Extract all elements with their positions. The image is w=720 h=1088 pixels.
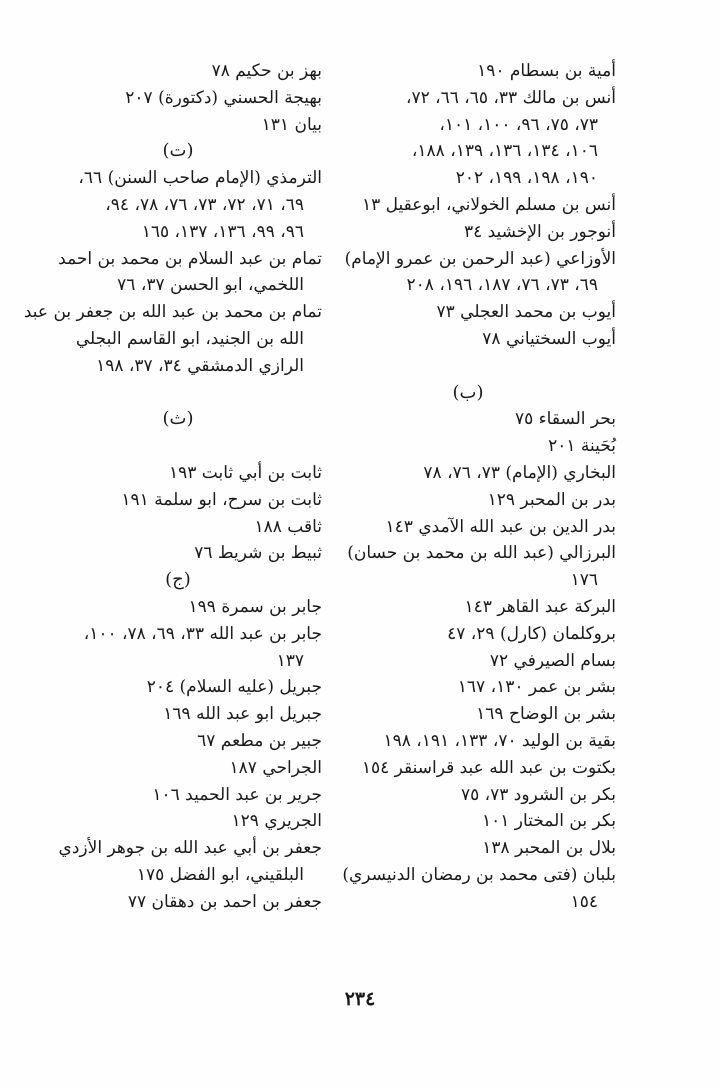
index-entry: الترمذي (الإمام صاحب السنن) ٦٦،	[78, 168, 322, 189]
index-column-left	[23, 58, 322, 916]
index-entry: ثاقب ١٨٨	[254, 516, 322, 537]
index-entry: بكر بن المختار ١٠١	[481, 811, 616, 832]
index-entry: بهز بن حكيم ٧٨	[211, 61, 322, 81]
letter-heading: (ب)	[452, 381, 484, 403]
index-entry: ٦٩، ٧١، ٧٢، ٧٣، ٧٦، ٧٨، ٩٤،	[105, 194, 304, 215]
index-entry: بشر بن الوضاح ١٦٩	[476, 704, 616, 725]
index-entry: ١٥٤	[570, 891, 598, 912]
index-entry: بيان ١٣١	[261, 114, 322, 135]
index-entry: البركة عبد القاهر ١٤٣	[464, 596, 616, 617]
index-entry: الجراحي ١٨٧	[229, 757, 322, 778]
index-entry: الله بن الجنيد، ابو القاسم البجلي	[75, 328, 304, 349]
index-entry	[320, 353, 616, 380]
index-entry: ١٠٦، ١٣٤، ١٣٦، ١٣٩، ١٨٨،	[411, 141, 598, 162]
index-entry: أنس بن مالك ٣٣، ٦٥، ٦٦، ٧٢،	[405, 87, 616, 108]
letter-heading: (ت)	[162, 140, 194, 162]
index-entry: تمام بن محمد بن عبد الله بن جعفر بن عبد	[23, 302, 322, 323]
index-entry: أيوب بن محمد العجلي ٧٣	[436, 302, 616, 323]
index-entry: أمية بن بسطام ١٩٠	[477, 61, 616, 81]
index-entry	[34, 380, 322, 407]
index-column-right	[320, 58, 616, 916]
index-entry: بهيجة الحسني (دكتورة) ٢٠٧	[125, 87, 322, 108]
index-entry: بدر بن المحبر ١٢٩	[487, 489, 616, 510]
index-entry: بروكلمان (كارل) ٢٩، ٤٧	[447, 623, 616, 644]
index-entry: بسام الصيرفي ٧٢	[489, 650, 616, 671]
index-entry: الأوزاعي (عبد الرحمن بن عمرو الإمام)	[344, 248, 616, 269]
index-entry: بقية بن الوليد ٧٠، ١٣٣، ١٩١، ١٩٨	[383, 730, 616, 751]
index-entry: الرازي الدمشقي ٣٤، ٣٧، ١٩٨	[96, 355, 304, 376]
index-entry: بشر بن عمر ١٣٠، ١٦٧	[457, 677, 616, 698]
index-entry: جعفر بن احمد بن دهقان ٧٧	[127, 891, 322, 912]
index-entry: بكتوت بن عبد الله عبد قراسنقر ١٥٤	[361, 757, 616, 778]
index-entry: ١٣٧	[276, 650, 304, 671]
index-entry: تمام بن عبد السلام بن محمد بن احمد	[58, 248, 322, 269]
page-number: ٢٣٤	[344, 988, 376, 1010]
index-entry: ثابت بن سرح، ابو سلمة ١٩١	[121, 489, 322, 510]
index-entry: أيوب السختياني ٧٨	[482, 328, 616, 349]
index-entry: البرزالي (عبد الله بن محمد بن حسان)	[347, 543, 616, 564]
letter-heading: (ج)	[165, 569, 191, 591]
index-entry: جبريل (عليه السلام) ٢٠٤	[146, 677, 322, 698]
index-entry: بلال بن المحبر ١٣٨	[482, 838, 616, 859]
index-entry: أنوجور بن الإخشيد ٣٤	[463, 221, 616, 242]
index-entry: ثبيط بن شريط ٧٦	[194, 543, 322, 564]
index-entry: جرير بن عبد الحميد ١٠٦	[152, 784, 322, 805]
index-entry: ٧٣، ٧٥، ٩٦، ١٠٠، ١٠١،	[439, 114, 598, 135]
index-entry: البلقيني، ابو الفضل ١٧٥	[136, 864, 304, 885]
index-entry: ٦٩، ٧٣، ٧٦، ١٨٧، ١٩٦، ٢٠٨	[406, 275, 598, 296]
index-entry: بُحَينة ٢٠١	[548, 436, 616, 457]
index-entry: بلبان (فتى محمد بن رمضان الدنيسري)	[342, 864, 616, 885]
index-entry: ١٧٦	[570, 570, 598, 591]
index-entry: أنس بن مسلم الخولاني، ابوعقيل ١٣	[361, 194, 616, 215]
index-entry: بدر الدين بن عبد الله الآمدي ١٤٣	[385, 516, 616, 537]
index-entry: ثابت بن أبي ثابت ١٩٣	[169, 462, 322, 483]
index-entry: ١٩٠، ١٩٨، ١٩٩، ٢٠٢	[455, 168, 598, 189]
index-entry: بكر بن الشرود ٧٣، ٧٥	[460, 784, 616, 805]
index-entry: جبريل ابو عبد الله ١٦٩	[163, 704, 322, 725]
index-entry	[34, 433, 322, 460]
index-entry: جبير بن مطعم ٦٧	[197, 730, 322, 751]
index-entry: بحر السقاء ٧٥	[515, 409, 616, 430]
index-entry: البخاري (الإمام) ٧٣، ٧٦، ٧٨	[423, 462, 616, 483]
index-entry: اللخمي، ابو الحسن ٣٧، ٧٦	[117, 275, 304, 296]
letter-heading: (ث)	[162, 408, 194, 430]
index-entry: ٩٦، ٩٩، ١٣٦، ١٣٧، ١٦٥	[141, 221, 304, 242]
index-entry: جعفر بن أبي عبد الله بن جوهر الأزدي	[58, 838, 322, 859]
index-entry: جابر بن سمرة ١٩٩	[188, 596, 322, 617]
index-entry: الجريري ١٢٩	[231, 811, 322, 832]
index-entry: جابر بن عبد الله ٣٣، ٦٩، ٧٨، ١٠٠،	[83, 623, 322, 644]
